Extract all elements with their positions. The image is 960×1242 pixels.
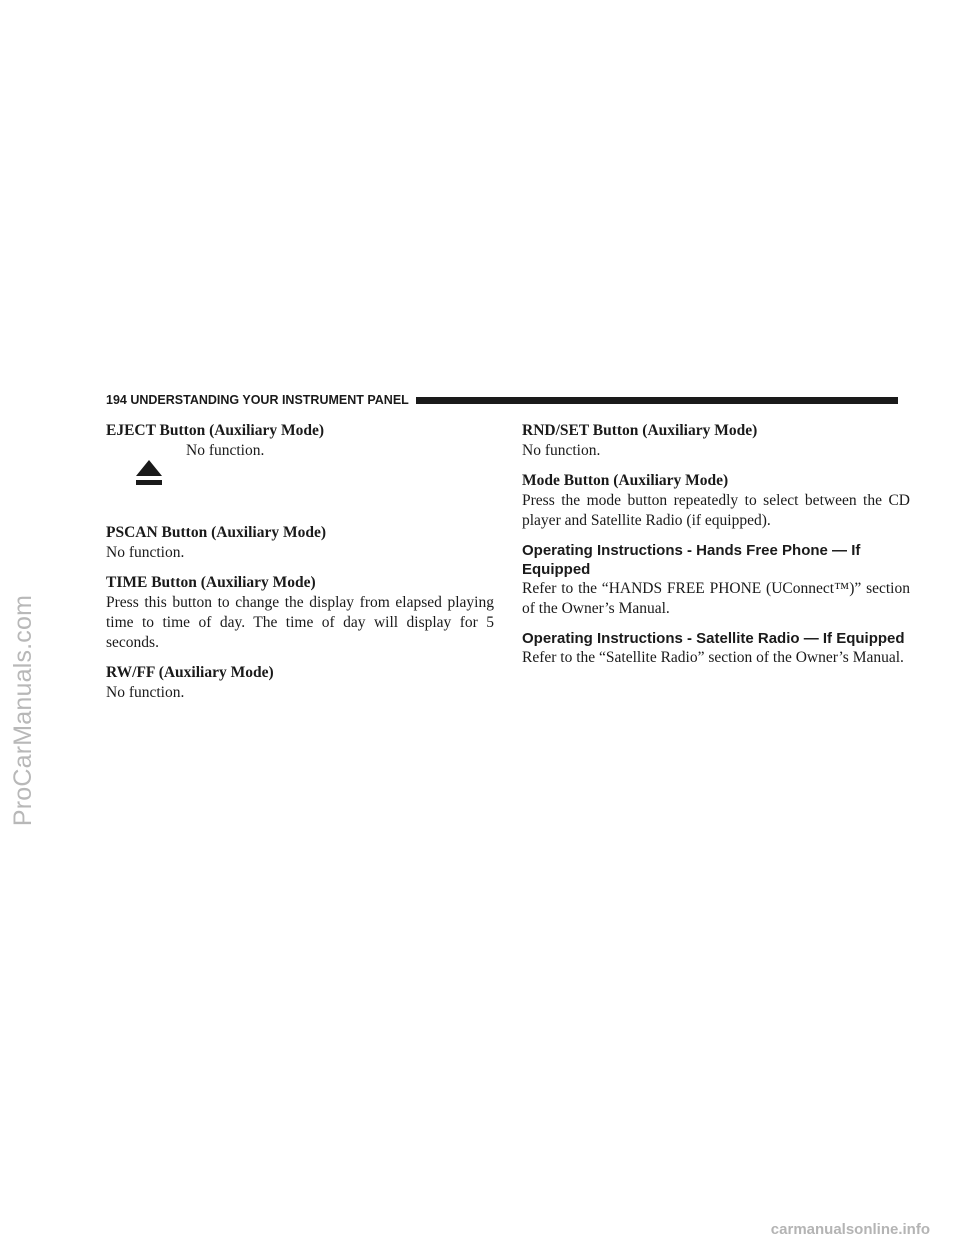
time-text: Press this button to change the display from elapsed playing time to time of day. The time of day will display for 5 seconds. xyxy=(106,594,494,651)
rwff-section xyxy=(106,663,494,703)
right-column xyxy=(522,421,910,678)
satellite-heading: Operating Instructions - Satellite Radio — If Equipped xyxy=(522,630,905,647)
eject-heading: EJECT Button (Auxiliary Mode) xyxy=(106,422,325,439)
mode-heading: Mode Button (Auxiliary Mode) xyxy=(522,472,729,489)
side-watermark-text: ProCarManuals.com xyxy=(9,594,38,826)
hands-free-heading: Operating Instructions - Hands Free Phone — If Equipped xyxy=(522,542,861,578)
left-column xyxy=(106,421,494,713)
satellite-text: Refer to the “Satellite Radio” section of the Owner’s Manual. xyxy=(522,649,904,666)
rwff-heading: RW/FF (Auxiliary Mode) xyxy=(106,664,274,681)
time-heading: TIME Button (Auxiliary Mode) xyxy=(106,574,316,591)
rndset-heading: RND/SET Button (Auxiliary Mode) xyxy=(522,422,758,439)
page-header-title: 194 UNDERSTANDING YOUR INSTRUMENT PANEL xyxy=(106,393,409,407)
eject-icon xyxy=(135,459,163,489)
rndset-text: No function. xyxy=(522,442,601,459)
eject-body xyxy=(106,441,494,523)
time-section xyxy=(106,573,494,653)
hands-free-section xyxy=(522,541,910,619)
eject-section xyxy=(106,421,494,523)
side-watermark xyxy=(6,510,42,910)
mode-text: Press the mode button repeatedly to select between the CD player and Satellite Radio (if equipped). xyxy=(522,492,910,529)
header-rule xyxy=(416,397,898,404)
bottom-watermark: carmanualsonline.info xyxy=(770,1221,930,1238)
rwff-text: No function. xyxy=(106,684,185,701)
rndset-section xyxy=(522,421,910,461)
pscan-text: No function. xyxy=(106,544,185,561)
mode-section xyxy=(522,471,910,531)
satellite-section xyxy=(522,629,910,668)
page-header xyxy=(106,391,898,409)
eject-text: No function. xyxy=(186,442,265,459)
pscan-heading: PSCAN Button (Auxiliary Mode) xyxy=(106,524,327,541)
pscan-section xyxy=(106,523,494,563)
hands-free-text: Refer to the “HANDS FREE PHONE (UConnect™)” section of the Owner’s Manual. xyxy=(522,580,910,617)
